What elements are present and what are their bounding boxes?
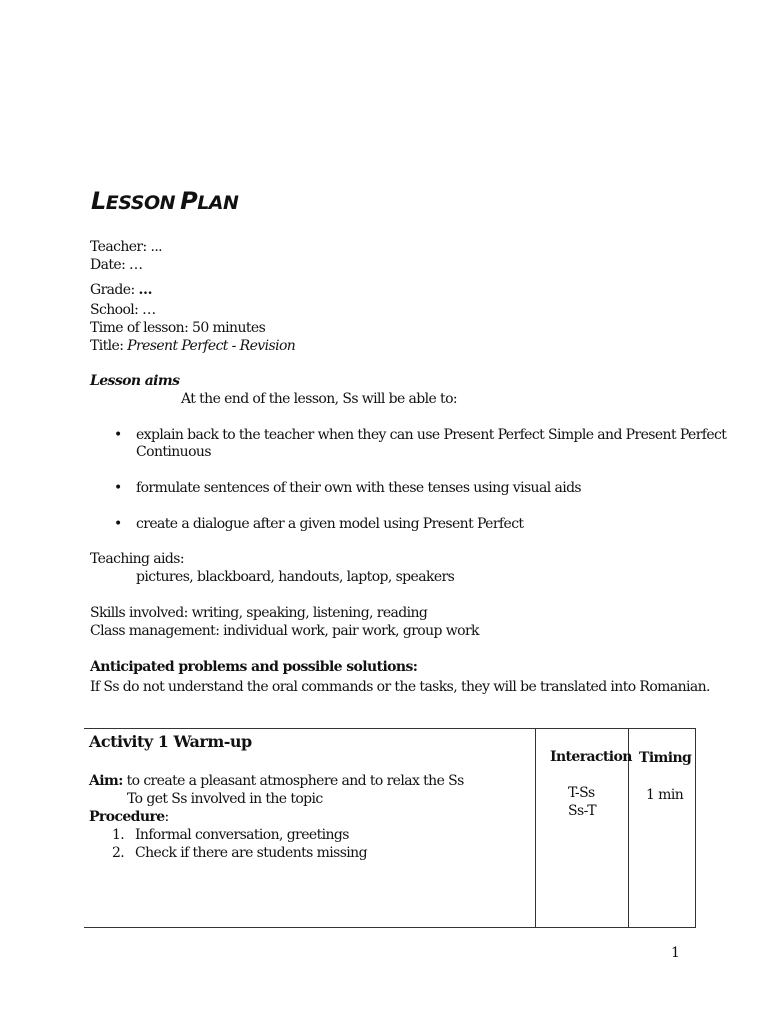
date-line: Date: …	[90, 257, 143, 273]
interaction-value: Ss-T	[568, 803, 596, 819]
time-line: Time of lesson: 50 minutes	[90, 320, 266, 336]
aim-line-2: To get Ss involved in the topic	[127, 791, 323, 807]
title-value: Present Perfect - Revision	[127, 338, 296, 354]
aim-item-1-line2: Continuous	[136, 444, 211, 460]
interaction-value: T-Ss	[568, 785, 595, 801]
aim-item-2: formulate sentences of their own with these tenses using visual aids	[136, 480, 582, 496]
timing-header: Timing	[639, 750, 692, 766]
page-title: LESSON PLAN	[91, 187, 239, 215]
school-line: School: …	[90, 302, 156, 318]
aims-heading: Lesson aims	[90, 373, 180, 389]
procedure-label: Procedure	[89, 809, 165, 825]
aims-intro: At the end of the lesson, Ss will be able to:	[181, 391, 458, 407]
skills-line: Skills involved: writing, speaking, listening, reading	[90, 605, 428, 621]
step-number: 2.	[112, 845, 125, 861]
step-text: Check if there are students missing	[135, 845, 367, 861]
grade-line	[90, 281, 152, 299]
problems-heading: Anticipated problems and possible solutions:	[90, 659, 418, 675]
management-line: Class management: individual work, pair work, group work	[90, 623, 479, 639]
activity-title: Activity 1 Warm-up	[89, 732, 252, 751]
bullet-dot: •	[114, 427, 122, 443]
bullet-dot: •	[114, 480, 122, 496]
step-number: 1.	[112, 827, 125, 843]
interaction-header: Interaction	[550, 749, 632, 765]
aim-text: to create a pleasant atmosphere and to relax the Ss	[122, 773, 464, 789]
step-text: Informal conversation, greetings	[135, 827, 349, 843]
aim-item-3: create a dialogue after a given model using Present Perfect	[136, 516, 524, 532]
interaction-cell	[536, 729, 632, 928]
bullet-dot: •	[114, 516, 122, 532]
aim-line	[89, 772, 464, 790]
procedure-colon: :	[164, 809, 169, 825]
aim-item-1-line1: explain back to the teacher when they can use Present Perfect Simple and Present Perfect	[136, 427, 727, 443]
grade-label: Grade:	[90, 282, 139, 298]
grade-value: …	[138, 282, 152, 298]
timing-cell	[629, 729, 696, 928]
procedure-line	[89, 808, 169, 826]
problems-text: If Ss do not understand the oral commands or the tasks, they will be translated into Romanian.	[90, 679, 710, 695]
teaching-aids-list: pictures, blackboard, handouts, laptop, speakers	[136, 569, 455, 585]
teaching-aids-label: Teaching aids:	[90, 551, 184, 567]
title-line	[90, 337, 295, 355]
teacher-line: Teacher: ...	[90, 239, 163, 255]
activity-table	[84, 728, 696, 928]
activity-description-cell	[84, 729, 536, 928]
aim-label: Aim:	[89, 773, 123, 789]
title-label: Title:	[90, 338, 128, 354]
page-number: 1	[671, 945, 680, 961]
timing-value: 1 min	[646, 787, 684, 803]
